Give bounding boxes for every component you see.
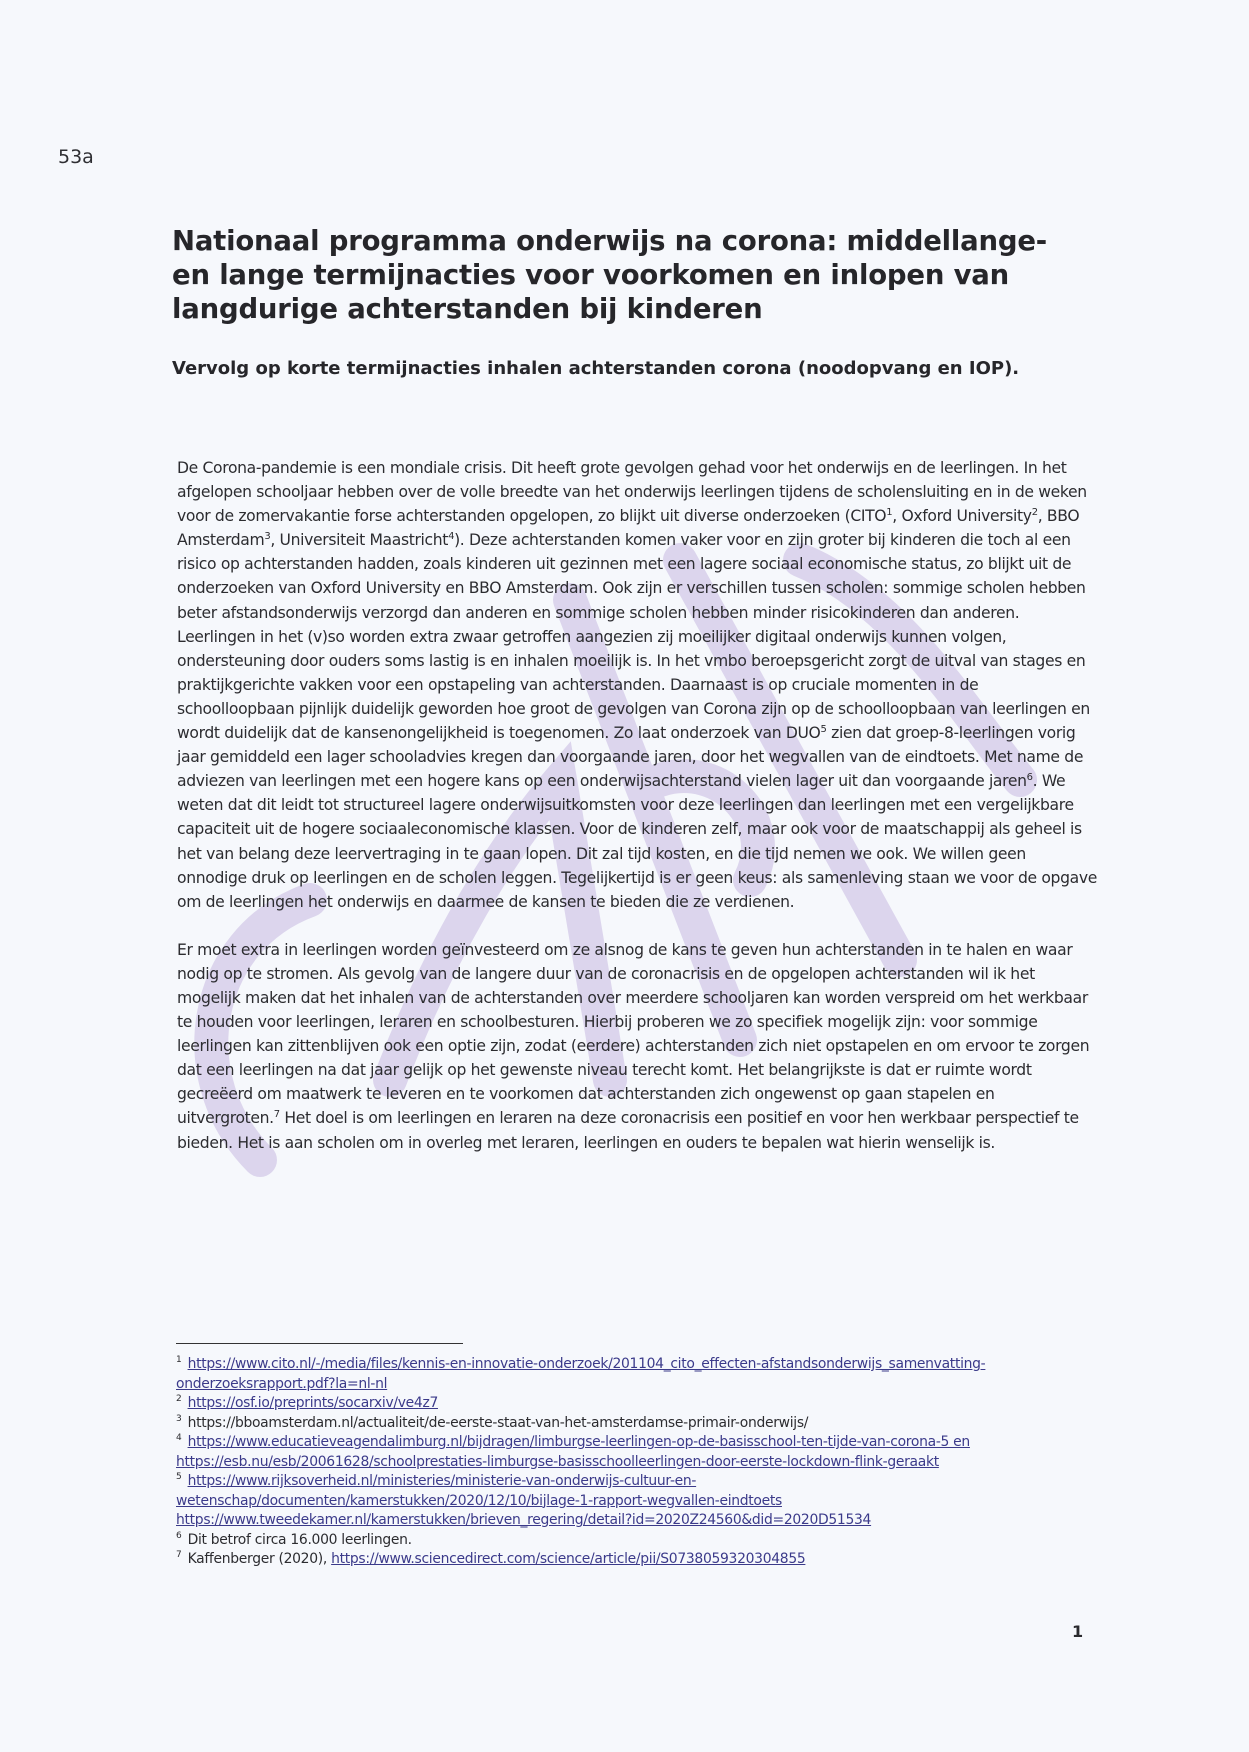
- footnote-ref[interactable]: 3: [264, 531, 271, 543]
- footnote-divider: [176, 1343, 463, 1344]
- footnote-item: [176, 1433, 1076, 1472]
- footnote-item: [176, 1472, 1076, 1531]
- footnote-link[interactable]: https://www.cito.nl/-/media/files/kennis-en-innovatie-onderzoek/201104_cito_effecten-afstandsonderwijs_samenvatting-onderzoeksrapport.pdf?la=nl-nl: [176, 1356, 986, 1392]
- footnote-number: 4: [176, 1433, 182, 1444]
- footnote-item: [176, 1414, 1076, 1434]
- footnote-link[interactable]: https://www.tweedekamer.nl/kamerstukken/brieven_regering/detail?id=2020Z24560&did=2020D51534: [176, 1512, 872, 1528]
- footnote-number: 1: [176, 1355, 182, 1366]
- document-title: Nationaal programma onderwijs na corona: middellange- en lange termijnacties voor voorkomen en inlopen van langdurige achterstanden bij kinderen: [172, 225, 1047, 325]
- paragraph-text: De Corona-pandemie is een mondiale crisis. Dit heeft grote gevolgen gehad voor het onderwijs en de leerlingen. In het afgelopen schooljaar hebben over de volle breedte van het onderwijs leerlingen tijdens de scholensluiting en in de weken voor de zomervakantie forse achterstanden opgelopen, zo blijkt uit diverse onderzoeken (CITO: [177, 459, 1087, 526]
- page-label-top: 53a: [58, 146, 94, 168]
- paragraph-text: Het doel is om leerlingen en leraren na deze coronacrisis een positief en voor hen werkbaar perspectief te bieden. Het is aan scholen om in overleg met leraren, leerlingen en ouders te bepalen wat hierin wenselijk is.: [177, 1109, 1079, 1152]
- footnote-number: 2: [176, 1394, 182, 1405]
- footnote-link[interactable]: https://osf.io/preprints/socarxiv/ve4z7: [187, 1395, 438, 1411]
- paragraph: [177, 456, 1097, 914]
- footnote-text: Dit betrof circa 16.000 leerlingen.: [187, 1531, 412, 1548]
- footnote-number: 7: [176, 1550, 182, 1561]
- paragraph-text: Er moet extra in leerlingen worden geïnvesteerd om ze alsnog de kans te geven hun achterstanden in te halen en waar nodig op te stromen. Als gevolg van de langere duur van de coronacrisis en de opgelopen achterstanden wil ik het mogelijk maken dat het inhalen van de achterstanden over meerdere schooljaren kan worden verspreid om het werkbaar te houden voor leerlingen, leraren en schoolbesturen. Hierbij proberen we zo specifiek mogelijk zijn: voor sommige leerlingen kan zittenblijven ook een optie zijn, zodat (eerdere) achterstanden zich niet opstapelen en om ervoor te zorgen dat een leerlingen na dat jaar gelijk op het gewenste niveau terecht komt. Het belangrijkste is dat er ruimte wordt gecreëerd om maatwerk te leveren en te voorkomen dat achterstanden zich ongewenst op gaan stapelen en uitvergroten.: [177, 940, 1090, 1128]
- footnote-link[interactable]: https://www.sciencedirect.com/science/article/pii/S0738059320304855: [331, 1551, 806, 1567]
- footnote-ref[interactable]: 5: [820, 723, 827, 735]
- paragraph-text: , Oxford University: [892, 507, 1032, 526]
- body-text: [177, 456, 1097, 1179]
- footnote-ref[interactable]: 7: [273, 1109, 280, 1121]
- footnote-item: [176, 1355, 1076, 1394]
- footnote-ref[interactable]: 1: [886, 507, 893, 518]
- footnote-number: 5: [176, 1472, 182, 1483]
- paragraph-text: , Universiteit Maastricht: [270, 531, 449, 550]
- footnote-item: [176, 1394, 1076, 1414]
- footnote-text: Kaffenberger (2020),: [187, 1551, 332, 1567]
- footnote-text: https://bboamsterdam.nl/actualiteit/de-eerste-staat-van-het-amsterdamse-primair-onderwijs/: [187, 1414, 809, 1431]
- document-subtitle: Vervolg op korte termijnacties inhalen achterstanden corona (noodopvang en IOP).: [172, 358, 1020, 379]
- footnote-ref[interactable]: 6: [1026, 772, 1033, 784]
- paragraph: [177, 938, 1097, 1155]
- footnotes-list: [176, 1355, 1076, 1570]
- paragraph-text: . We weten dat dit leidt tot structureel lagere onderwijsuitkomsten voor deze leerlingen dan leerlingen met een vergelijkbare capaciteit uit de hogere sociaaleconomische klassen. Voor de kinderen zelf, maar ook voor de maatschappij als geheel is het van belang deze leervertraging in te gaan lopen. Dit zal tijd kosten, en die tijd nemen we ook. We willen geen onnodige druk op leerlingen en de scholen leggen. Tegelijkertijd is er geen keus: als samenleving staan we voor de opgave om de leerlingen het onderwijs en daarmee de kansen te bieden die ze verdienen.: [177, 772, 1097, 911]
- footnote-link[interactable]: https://www.rijksoverheid.nl/ministeries/ministerie-van-onderwijs-cultuur-en-wetenschap/documenten/kamerstukken/2020/12/10/bijlage-1-rapport-wegvallen-eindtoets: [176, 1473, 782, 1509]
- paragraph-text: zien dat groep-8-leerlingen vorig jaar gemiddeld een lager schooladvies kregen dan voorgaande jaren, door het wegvallen van de eindtoets. Met name de adviezen van leerlingen met een hogere kans op een onderwijsachterstand vielen lager uit dan voorgaande jaren: [177, 724, 1084, 791]
- footnote-number: 6: [176, 1530, 182, 1541]
- paragraph-text: ). Deze achterstanden komen vaker voor en zijn groter bij kinderen die toch al een risico op achterstanden hadden, zoals kinderen uit gezinnen met een lagere sociaal economische status, zo blijkt uit de onderzoeken van Oxford University en BBO Amsterdam. Ook zijn er verschillen tussen scholen: sommige scholen hebben beter afstandsonderwijs verzorgd dan anderen en sommige scholen hebben minder risicokinderen dan anderen. Leerlingen in het (v)so worden extra zwaar getroffen aangezien zij moeilijker digitaal onderwijs kunnen volgen, ondersteuning door ouders soms lastig is en inhalen moeilijk is. In het vmbo beroepsgericht zorgt de uitval van stages en praktijkgerichte vakken voor een opstapeling van achterstanden. Daarnaast is op cruciale momenten in de schoolloopbaan pijnlijk duidelijk geworden hoe groot de gevolgen van Corona zijn op de schoolloopbaan van leerlingen en wordt duidelijk dat de kansenongelijkheid is toegenomen. Zo laat onderzoek van DUO: [177, 531, 1090, 743]
- footnote-number: 3: [176, 1413, 182, 1424]
- page-number: 1: [1072, 1622, 1084, 1641]
- footnote-ref[interactable]: 2: [1031, 507, 1038, 518]
- footnote-item: [176, 1550, 1076, 1570]
- paragraph-text: , BBO Amsterdam: [177, 507, 1080, 550]
- footnote-item: [176, 1531, 1076, 1551]
- footnote-ref[interactable]: 4: [448, 531, 455, 543]
- footnote-link[interactable]: https://www.educatieveagendalimburg.nl/bijdragen/limburgse-leerlingen-op-de-basisschool-ten-tijde-van-corona-5 en https://esb.nu/esb/20061628/schoolprestaties-limburgse-basisschoolleerlingen-door-eerste-lockdown-flink-geraakt: [176, 1434, 970, 1470]
